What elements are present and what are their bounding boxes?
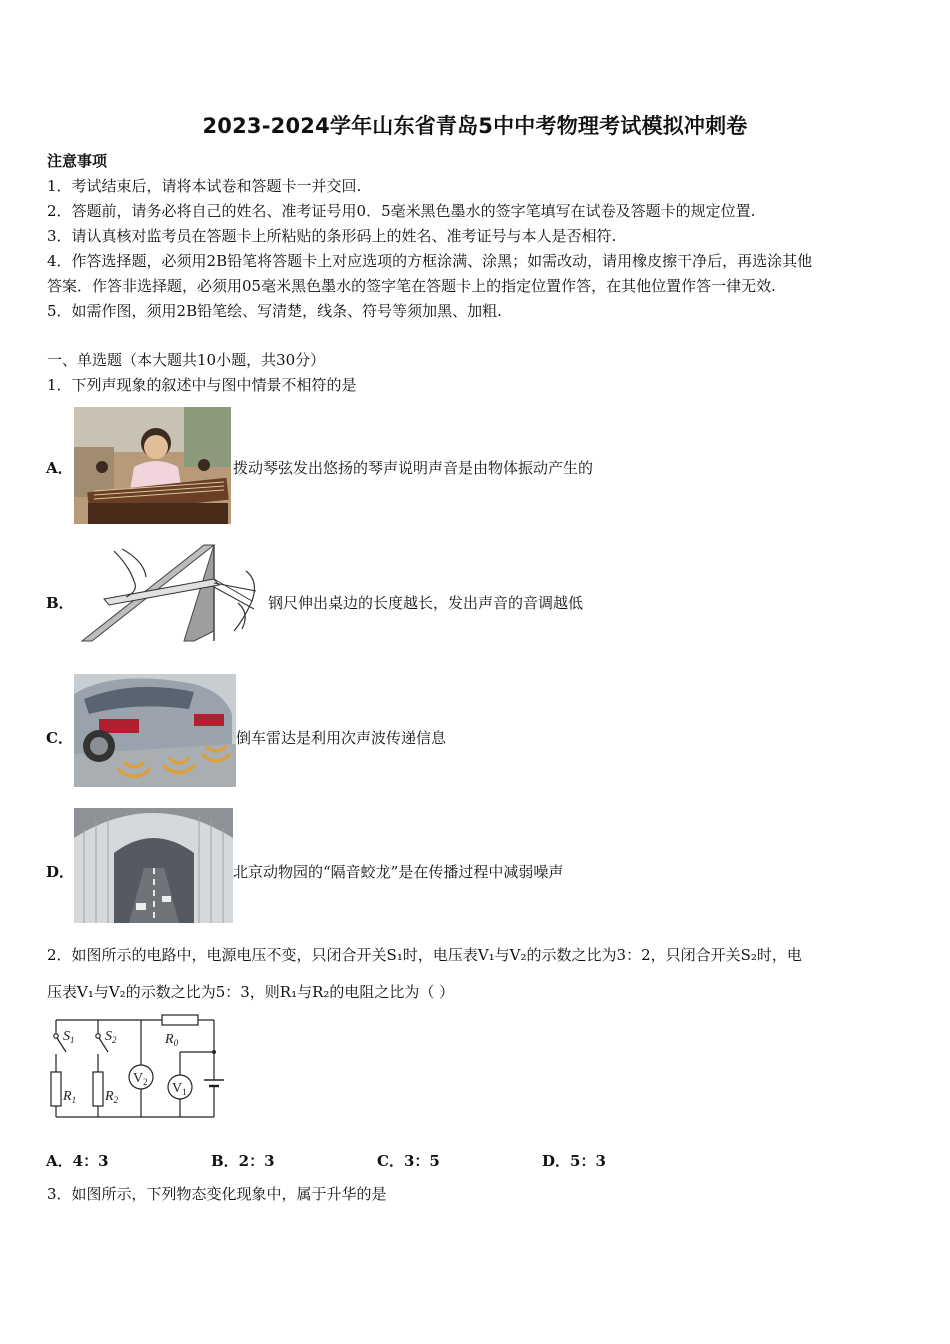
note-item: 4．作答选择题，必须用2B铅笔将答题卡上对应选项的方框涂满、涂黑；如需改动，请用橡皮擦干净后，再选涂其他 (47, 252, 813, 270)
option-d-text: 北京动物园的“隔音蛟龙”是在传播过程中减弱噪声 (233, 863, 564, 881)
question-2-line-1: 2．如图所示的电路中，电源电压不变，只闭合开关S₁时，电压表V₁与V₂的示数之比为3：2，只闭合开关S₂时，电 (47, 946, 802, 964)
resistor-r1-label: R (63, 1089, 72, 1104)
zither-photo (74, 407, 231, 524)
page-title: 2023-2024学年山东省青岛5中中考物理考试模拟冲刺卷 (202, 114, 748, 138)
svg-text:V2: $V_2$ (133, 1071, 148, 1087)
option-b-text: 钢尺伸出桌边的长度越长，发出声音的音调越低 (268, 594, 584, 612)
svg-text:S2: $S_2$ (105, 1029, 117, 1045)
question-2-line-2: 压表V₁与V₂的示数之比为5：3，则R₁与R₂的电阻之比为（ ） (47, 983, 455, 1001)
note-item: 答案．作答非选择题，必须用05毫米黑色墨水的签字笔在答题卡上的指定位置作答，在其他位置作答一律无效. (47, 277, 776, 295)
switch-s1-label: S (63, 1029, 70, 1044)
question-1-stem: 1．下列声现象的叙述中与图中情景不相符的是 (47, 376, 357, 394)
option-b-letter: B． (46, 594, 74, 612)
resistor-r0-label: R (165, 1032, 174, 1047)
voltmeter-v2-label: V (133, 1071, 144, 1086)
svg-text:R1: $R_1$ (63, 1089, 77, 1105)
note-item: 2．答题前，请务必将自己的姓名、准考证号用0．5毫米黑色墨水的签字笔填写在试卷及答题卡的规定位置. (47, 202, 756, 220)
sound-barrier-tunnel-photo (74, 808, 233, 923)
answer-option-d: D．5：3 (542, 1152, 606, 1170)
section-heading: 一、单选题（本大题共10小题，共30分） (47, 351, 326, 369)
note-item: 3．请认真核对监考员在答题卡上所粘贴的条形码上的姓名、准考证号与本人是否相符. (47, 227, 617, 245)
option-a-letter: A． (46, 459, 73, 477)
answer-option-a: A．4：3 (46, 1152, 109, 1170)
svg-text:R2: $R_2$ (105, 1089, 119, 1105)
note-item: 1．考试结束后，请将本试卷和答题卡一并交回. (47, 177, 362, 195)
voltmeter-v1-label: V (172, 1081, 183, 1096)
svg-text:V1: $V_1$ (172, 1081, 187, 1097)
option-c-text: 倒车雷达是利用次声波传递信息 (236, 729, 447, 747)
svg-text:R0: $R_0$ (165, 1032, 179, 1048)
notes-heading: 注意事项 (47, 152, 108, 170)
question-3-stem: 3．如图所示，下列物态变化现象中，属于升华的是 (47, 1185, 387, 1203)
answer-option-c: C．3：5 (377, 1152, 440, 1170)
option-d-letter: D． (46, 863, 75, 881)
circuit-diagram (44, 1012, 226, 1122)
answer-option-b: B．2：3 (211, 1152, 275, 1170)
switch-s2-label: S (105, 1029, 112, 1044)
parking-radar-photo (74, 674, 236, 787)
note-item: 5．如需作图，须用2B铅笔绘、写清楚，线条、符号等须加黑、加粗. (47, 302, 502, 320)
option-a-text: 拨动琴弦发出悠扬的琴声说明声音是由物体振动产生的 (233, 459, 594, 477)
option-c-letter: C． (46, 729, 73, 747)
svg-text:S1: $S_1$ (63, 1029, 75, 1045)
ruler-sketch (74, 541, 269, 644)
resistor-r2-label: R (105, 1089, 114, 1104)
